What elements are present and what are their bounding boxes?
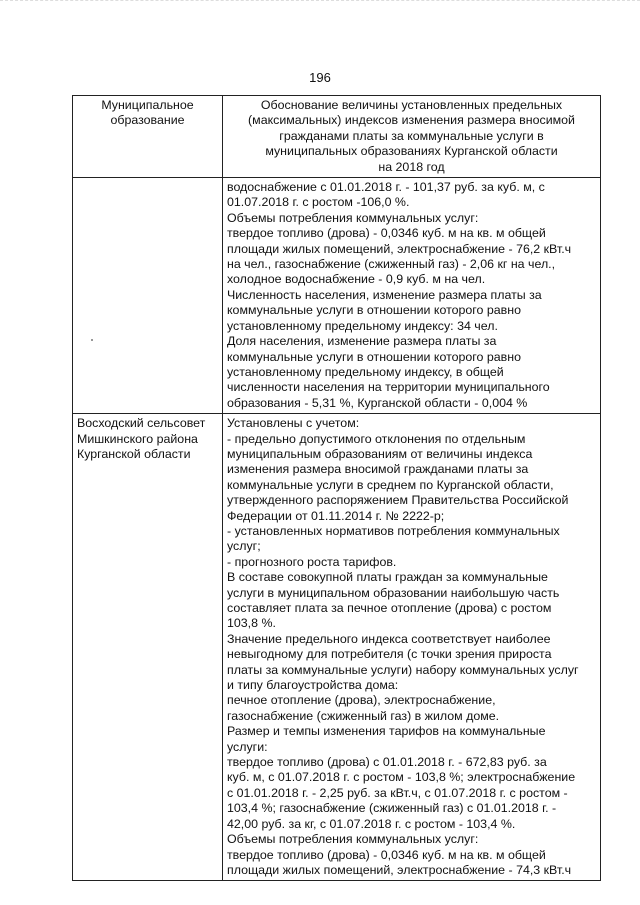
text-line: Численность населения, изменение размера платы за (227, 287, 542, 302)
text-line: 01.07.2018 г. с ростом -106,0 %. (227, 195, 410, 210)
text-line: платы за коммунальные услуги) набору коммунальных услуг (227, 662, 579, 677)
text-line: утвержденного распоряжением Правительства Российской (227, 493, 569, 508)
municipality-line: Курганской области (77, 446, 191, 461)
text-line: Доля населения, изменение размера платы за (227, 334, 497, 349)
text-line: - установленных нормативов потребления коммунальных (227, 523, 560, 538)
text-line: изменения размера вносимой гражданами платы за (227, 462, 529, 477)
text-line: твердое топливо (дрова) - 0,0346 куб. м на кв. м общей (227, 226, 546, 241)
text-line: составляет плата за печное отопление (дрова) с ростом (227, 601, 552, 615)
table-header-row (73, 96, 601, 178)
text-line: невыгодному для потребителя (с точки зрения прироста (227, 647, 552, 662)
table-row (73, 178, 601, 414)
municipality-line: Мишкинского района (77, 431, 198, 446)
header-col2-line: на 2018 год (378, 159, 445, 174)
scan-speck (91, 339, 93, 341)
text-line: твердое топливо (дрова) с 01.01.2018 г. - 672,83 руб. за (227, 755, 547, 770)
text-line: Объемы потребления коммунальных услуг: (227, 832, 479, 847)
justification-cell (223, 414, 601, 881)
text-line: услуг; (227, 539, 261, 554)
text-line: твердое топливо (дрова) - 0,0346 куб. м на кв. м общей (227, 847, 546, 862)
text-line: 42,00 руб. за кг, с 01.07.2018 г. с ростом - 103,4 %. (227, 816, 516, 831)
text-line: Размер и темпы изменения тарифов на коммунальные (227, 724, 546, 739)
text-line: - прогнозного роста тарифов. (227, 554, 397, 569)
text-line: В составе совокупной платы граждан за коммунальные (227, 570, 548, 585)
text-line: услуги в муниципальном образовании наибольшую часть (227, 585, 560, 600)
text-line: численности населения на территории муниципального (227, 380, 550, 395)
municipality-line: Восходский сельсовет (77, 416, 206, 431)
text-line: коммунальные услуги в отношении которого равно (227, 349, 521, 364)
text-line: на чел., газоснабжение (сжиженный газ) - 2,06 кг на чел., (227, 257, 556, 272)
text-line: и типу благоустройства дома: (227, 678, 399, 693)
tariff-justification-table (72, 95, 601, 881)
text-line: Объемы потребления коммунальных услуг: (227, 210, 479, 225)
header-justification (223, 96, 601, 178)
text-line: водоснабжение с 01.01.2018 г. - 101,37 руб. за куб. м, с (227, 180, 545, 195)
text-line: коммунальные услуги в среднем по Курганской области, (227, 477, 554, 492)
text-line: - предельно допустимого отклонения по отдельным (227, 431, 526, 446)
text-line: с 01.01.2018 г. - 2,25 руб. за кВт.ч, с 01.07.2018 г. с ростом - (227, 785, 568, 800)
text-line: площади жилых помещений, электроснабжение - 76,2 кВт.ч (227, 241, 572, 256)
header-col2-line: Обоснование величины установленных предельных (260, 98, 563, 112)
text-line: 103,4 %; газоснабжение (сжиженный газ) с 01.01.2018 г. - (227, 801, 557, 816)
text-line: площади жилых помещений, электроснабжение - 74,3 кВт.ч (227, 862, 572, 877)
text-line: куб. м, с 01.07.2018 г. с ростом - 103,8 %; электроснабжение (227, 770, 576, 785)
text-line: газоснабжение (сжиженный газ) в жилом доме. (227, 708, 500, 723)
text-line: услуги: (227, 739, 268, 754)
page-number: 196 (309, 70, 331, 85)
text-line: установленному предельному индексу, в общей (227, 364, 504, 379)
scan-edge-artifact (0, 0, 640, 11)
text-line: Значение предельного индекса соответствует наиболее (227, 631, 551, 646)
text-line: холодное водоснабжение - 0,9 куб. м на чел. (227, 272, 486, 287)
text-line: образования - 5,31 %, Курганской области - 0,004 % (227, 395, 528, 410)
text-line: Федерации от 01.11.2014 г. № 2222-р; (227, 508, 445, 523)
text-line: Установлены с учетом: (227, 416, 360, 431)
header-col1-line: образование (110, 113, 185, 128)
header-col2-line: гражданами платы за коммунальные услуги в (279, 128, 544, 143)
municipality-cell (73, 414, 223, 881)
header-col2-line: муниципальных образованиях Курганской области (265, 144, 558, 159)
text-line: печное отопление (дрова), электроснабжение, (227, 693, 496, 708)
text-line: 103,8 %. (227, 616, 276, 631)
table-row (73, 414, 601, 881)
header-municipality (73, 96, 223, 178)
text-line: муниципальным образованиям от величины индекса (227, 446, 533, 461)
municipality-cell (73, 178, 223, 414)
text-line: установленному предельному индексу: 34 чел. (227, 318, 498, 333)
header-col2-line: (максимальных) индексов изменения размера вносимой (248, 113, 575, 128)
text-line: коммунальные услуги в отношении которого равно (227, 303, 521, 318)
header-col1-line: Муниципальное (101, 98, 194, 112)
justification-cell (223, 178, 601, 414)
